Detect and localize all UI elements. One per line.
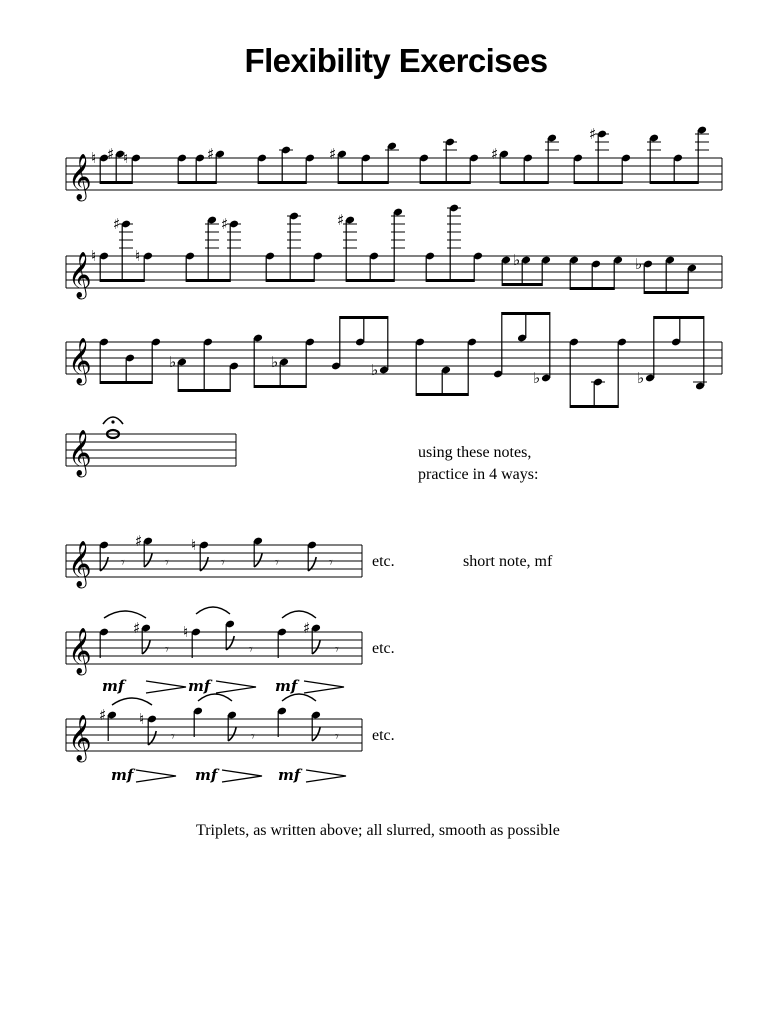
dynamic-mf-5: mf xyxy=(195,766,218,784)
decrescendo-hairpin-icon xyxy=(136,770,176,782)
flat-icon: ♭ xyxy=(371,361,379,379)
eighth-rest-icon: 𝄾 xyxy=(165,555,169,571)
decrescendo-hairpin-icon xyxy=(306,770,346,782)
beam xyxy=(186,279,230,282)
beam xyxy=(254,385,306,388)
dynamic-mf-1: mf xyxy=(102,677,125,695)
dynamic-mf-3: mf xyxy=(275,677,298,695)
instruction-line-2: practice in 4 ways: xyxy=(418,466,539,483)
note-flag xyxy=(144,553,152,567)
eighth-rest-icon: 𝄾 xyxy=(329,555,333,571)
note-flag xyxy=(254,553,262,567)
beam xyxy=(574,181,622,184)
eighth-rest-icon: 𝄾 xyxy=(251,729,255,745)
slur xyxy=(112,698,152,705)
beam xyxy=(426,279,474,282)
flat-icon: ♭ xyxy=(635,255,643,273)
dynamic-mf-6: mf xyxy=(278,766,301,784)
sharp-icon: ♯ xyxy=(329,145,337,163)
sharp-icon: ♯ xyxy=(107,145,115,163)
slur xyxy=(196,607,230,614)
beam xyxy=(178,181,216,184)
decrescendo-hairpin-icon xyxy=(304,681,344,693)
eighth-rest-icon: 𝄾 xyxy=(249,642,253,658)
natural-icon: ♮ xyxy=(91,247,97,265)
eighth-rest-icon: 𝄾 xyxy=(165,642,169,658)
etc-label-3: etc. xyxy=(372,727,395,744)
note-flag xyxy=(312,727,320,741)
sharp-icon: ♯ xyxy=(207,145,215,163)
beam xyxy=(416,393,468,396)
note-flag xyxy=(228,727,236,741)
dynamic-mf-2: mf xyxy=(188,677,211,695)
beam xyxy=(346,279,394,282)
slur xyxy=(282,694,316,701)
slur xyxy=(198,694,232,701)
sharp-icon: ♯ xyxy=(133,619,141,637)
treble-clef-icon: 𝄞 xyxy=(68,715,92,761)
natural-icon: ♮ xyxy=(123,149,129,167)
instruction-line-1: using these notes, xyxy=(418,444,532,461)
beam xyxy=(644,291,688,294)
note-flag xyxy=(142,640,150,654)
beam xyxy=(654,316,704,319)
eighth-rest-icon: 𝄾 xyxy=(335,729,339,745)
eighth-rest-icon: 𝄾 xyxy=(171,729,175,745)
decrescendo-hairpin-icon xyxy=(222,770,262,782)
flat-icon: ♭ xyxy=(533,369,541,387)
note-flag xyxy=(312,640,320,654)
decrescendo-hairpin-icon xyxy=(216,681,256,693)
slur xyxy=(104,611,146,618)
slur xyxy=(282,611,316,618)
beam xyxy=(338,181,388,184)
short-note-label: short note, mf xyxy=(463,553,553,570)
beam xyxy=(100,279,144,282)
flat-icon: ♭ xyxy=(169,353,177,371)
beam xyxy=(570,287,614,290)
beam xyxy=(178,389,230,392)
sharp-icon: ♯ xyxy=(337,211,345,229)
natural-icon: ♮ xyxy=(191,536,197,554)
dynamic-mf-4: mf xyxy=(111,766,134,784)
eighth-rest-icon: 𝄾 xyxy=(335,642,339,658)
sharp-icon: ♯ xyxy=(113,215,121,233)
sharp-icon: ♯ xyxy=(491,145,499,163)
beam xyxy=(420,181,470,184)
sharp-icon: ♯ xyxy=(135,532,143,550)
page-title: Flexibility Exercises xyxy=(244,42,548,79)
etc-label-1: etc. xyxy=(372,553,395,570)
treble-clef-icon: 𝄞 xyxy=(68,154,92,200)
beam xyxy=(502,283,542,286)
flat-icon: ♭ xyxy=(271,353,279,371)
beam xyxy=(500,181,548,184)
treble-clef-icon: 𝄞 xyxy=(68,430,92,476)
sharp-icon: ♯ xyxy=(221,215,229,233)
natural-icon: ♮ xyxy=(135,247,141,265)
eighth-rest-icon: 𝄾 xyxy=(221,555,225,571)
sharp-icon: ♯ xyxy=(303,619,311,637)
beam xyxy=(100,381,152,384)
beam xyxy=(570,405,618,408)
natural-icon: ♮ xyxy=(91,149,97,167)
natural-icon: ♮ xyxy=(183,623,189,641)
triplets-instruction: Triplets, as written above; all slurred, smooth as possible xyxy=(196,822,560,839)
beam xyxy=(502,312,550,315)
sharp-icon: ♯ xyxy=(589,125,597,143)
natural-icon: ♮ xyxy=(139,710,145,728)
eighth-rest-icon: 𝄾 xyxy=(121,555,125,571)
beam xyxy=(650,181,698,184)
beam xyxy=(266,279,314,282)
sharp-icon: ♯ xyxy=(99,706,107,724)
beam xyxy=(100,181,132,184)
fermata-dot xyxy=(111,420,114,423)
eighth-rest-icon: 𝄾 xyxy=(275,555,279,571)
beam xyxy=(340,316,388,319)
beam xyxy=(258,181,306,184)
decrescendo-hairpin-icon xyxy=(146,681,186,693)
treble-clef-icon: 𝄞 xyxy=(68,628,92,674)
etc-label-2: etc. xyxy=(372,640,395,657)
flat-icon: ♭ xyxy=(637,369,645,387)
treble-clef-icon: 𝄞 xyxy=(68,541,92,587)
flat-icon: ♭ xyxy=(513,251,521,269)
treble-clef-icon: 𝄞 xyxy=(68,252,92,298)
treble-clef-icon: 𝄞 xyxy=(68,338,92,384)
